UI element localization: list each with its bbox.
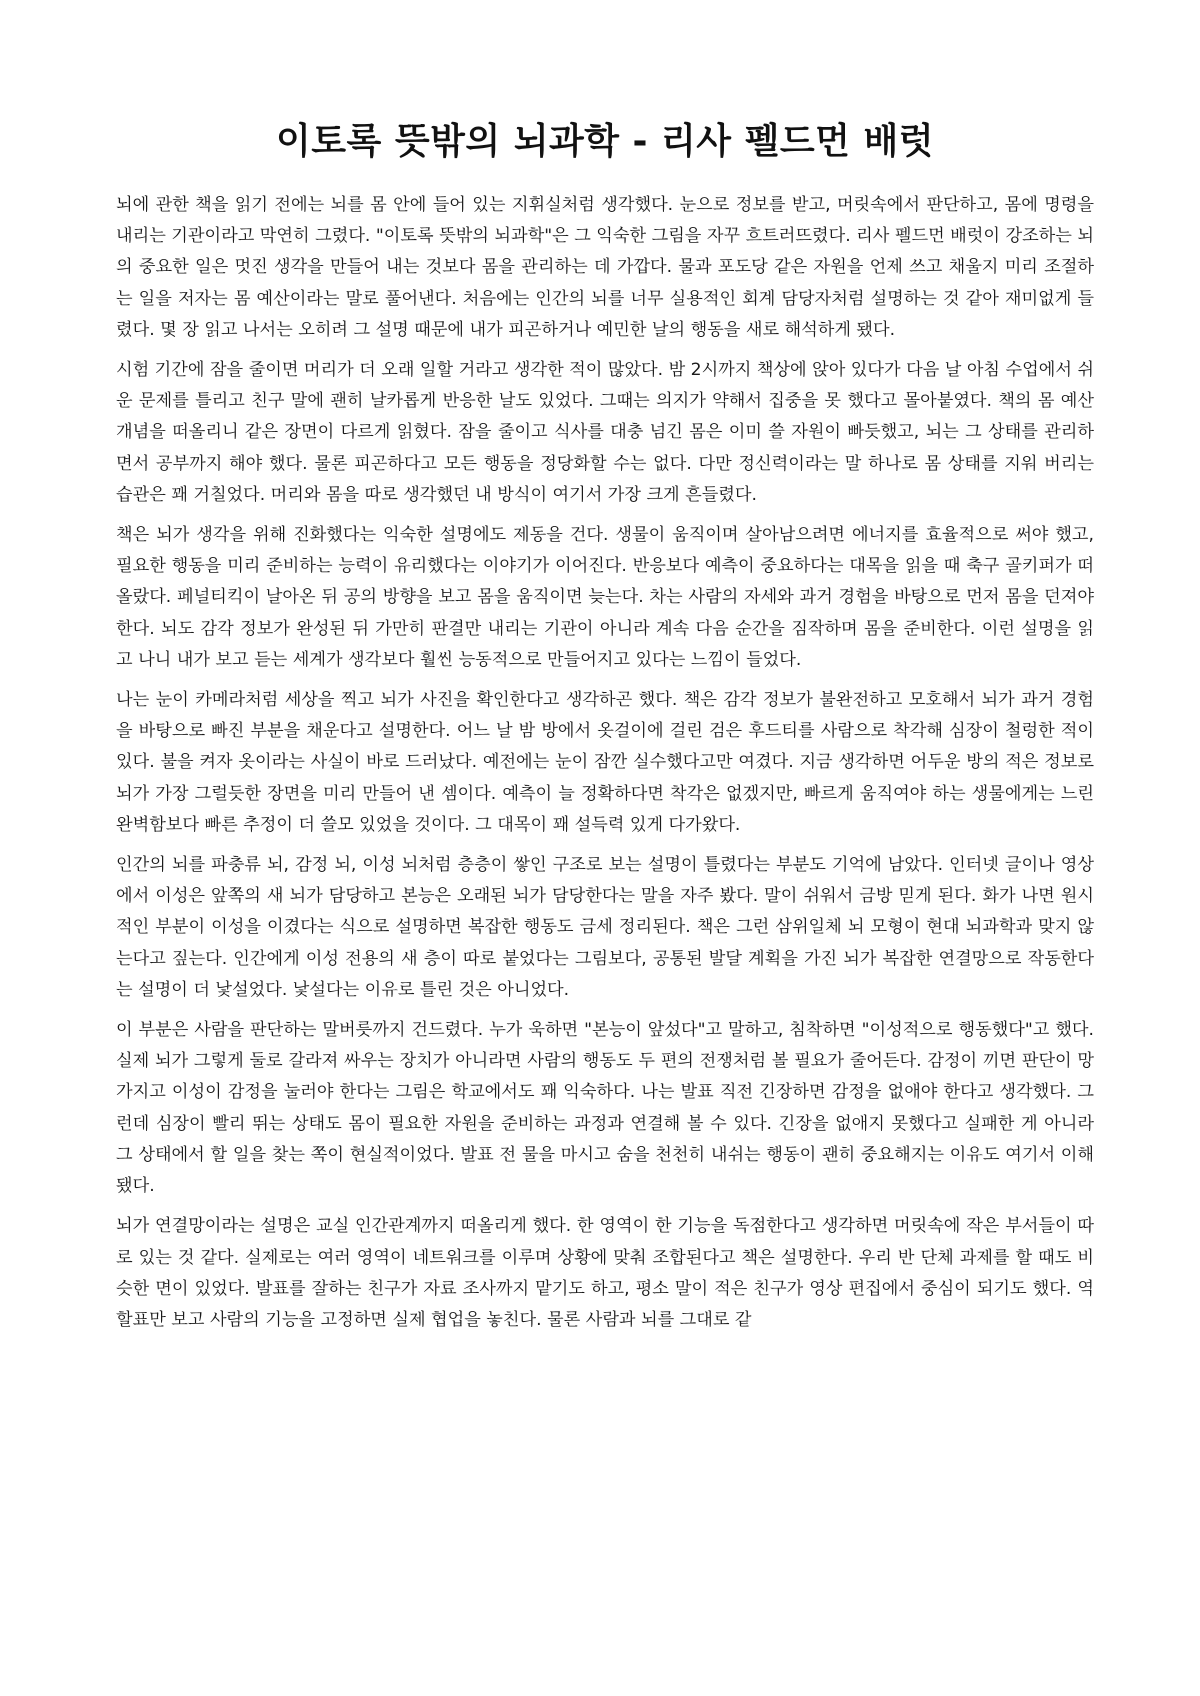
paragraph-4: 나는 눈이 카메라처럼 세상을 찍고 뇌가 사진을 확인한다고 생각하곤 했다. 책은 감각 정보가 불완전하고 모호해서 뇌가 과거 경험을 바탕으로 빠진 부분을 채운다고 설명한다. 어느 날 밤 방에서 옷걸이에 걸린 검은 후드티를 사람으로 착각해 심장이 철렁한 적이 있다. 불을 켜자 옷이라는 사실이 바로 드러났다. 예전에는 눈이 잠깐 실수했다고만 여겼다. 지금 생각하면 어두운 방의 적은 정보로 뇌가 가장 그럴듯한 장면을 미리 만들어 낸 셈이다. 예측이 늘 정확하다면 착각은 없겠지만, 빠르게 움직여야 하는 생물에게는 느린 완벽함보다 빠른 추정이 더 쓸모 있었을 것이다. 그 대목이 꽤 설득력 있게 다가왔다. bbox=[116, 690, 1094, 835]
document-title: 이토록 뜻밖의 뇌과학 - 리사 펠드먼 배럿 bbox=[275, 121, 935, 162]
paragraph-3: 책은 뇌가 생각을 위해 진화했다는 익숙한 설명에도 제동을 건다. 생물이 움직이며 살아남으려면 에너지를 효율적으로 써야 했고, 필요한 행동을 미리 준비하는 능력이 유리했다는 이야기가 이어진다. 반응보다 예측이 중요하다는 대목을 읽을 때 축구 골키퍼가 떠올랐다. 페널티킥이 날아온 뒤 공의 방향을 보고 몸을 움직이면 늦는다. 차는 사람의 자세와 과거 경험을 바탕으로 먼저 몸을 던져야 한다. 뇌도 감각 정보가 완성된 뒤 가만히 판결만 내리는 기관이 아니라 계속 다음 순간을 짐작하며 몸을 준비한다. 이런 설명을 읽고 나니 내가 보고 듣는 세계가 생각보다 훨씬 능동적으로 만들어지고 있다는 느낌이 들었다. bbox=[116, 525, 1094, 670]
paragraph-2: 시험 기간에 잠을 줄이면 머리가 더 오래 일할 거라고 생각한 적이 많았다. 밤 2시까지 책상에 앉아 있다가 다음 날 아침 수업에서 쉬운 문제를 틀리고 친구 말에 괜히 날카롭게 반응한 날도 있었다. 그때는 의지가 약해서 집중을 못 했다고 몰아붙였다. 책의 몸 예산 개념을 떠올리니 같은 장면이 다르게 읽혔다. 잠을 줄이고 식사를 대충 넘긴 몸은 이미 쓸 자원이 빠듯했고, 뇌는 그 상태를 관리하면서 공부까지 해야 했다. 물론 피곤하다고 모든 행동을 정당화할 수는 없다. 다만 정신력이라는 말 하나로 몸 상태를 지워 버리는 습관은 꽤 거칠었다. 머리와 몸을 따로 생각했던 내 방식이 여기서 가장 크게 흔들렸다. bbox=[116, 360, 1094, 505]
document-page bbox=[116, 116, 1094, 1345]
paragraph-7: 뇌가 연결망이라는 설명은 교실 인간관계까지 떠올리게 했다. 한 영역이 한 기능을 독점한다고 생각하면 머릿속에 작은 부서들이 따로 있는 것 같다. 실제로는 여러 영역이 네트워크를 이루며 상황에 맞춰 조합된다고 책은 설명한다. 우리 반 단체 과제를 할 때도 비슷한 면이 있었다. 발표를 잘하는 친구가 자료 조사까지 맡기도 하고, 평소 말이 적은 친구가 영상 편집에서 중심이 되기도 했다. 역할표만 보고 사람의 기능을 고정하면 실제 협업을 놓친다. 물론 사람과 뇌를 그대로 같 bbox=[116, 1216, 1094, 1330]
paragraph-1: 뇌에 관한 책을 읽기 전에는 뇌를 몸 안에 들어 있는 지휘실처럼 생각했다. 눈으로 정보를 받고, 머릿속에서 판단하고, 몸에 명령을 내리는 기관이라고 막연히 그렸다. "이토록 뜻밖의 뇌과학"은 그 익숙한 그림을 자꾸 흐트러뜨렸다. 리사 펠드먼 배럿이 강조하는 뇌의 중요한 일은 멋진 생각을 만들어 내는 것보다 몸을 관리하는 데 가깝다. 물과 포도당 같은 자원을 언제 쓰고 채울지 미리 조절하는 일을 저자는 몸 예산이라는 말로 풀어낸다. 처음에는 인간의 뇌를 너무 실용적인 회계 담당자처럼 설명하는 것 같아 재미없게 들렸다. 몇 장 읽고 나서는 오히려 그 설명 때문에 내가 피곤하거나 예민한 날의 행동을 새로 해석하게 됐다. bbox=[116, 195, 1094, 340]
paragraph-6: 이 부분은 사람을 판단하는 말버릇까지 건드렸다. 누가 욱하면 "본능이 앞섰다"고 말하고, 침착하면 "이성적으로 행동했다"고 했다. 실제 뇌가 그렇게 둘로 갈라져 싸우는 장치가 아니라면 사람의 행동도 두 편의 전쟁처럼 볼 필요가 줄어든다. 감정이 끼면 판단이 망가지고 이성이 감정을 눌러야 한다는 그림은 학교에서도 꽤 익숙하다. 나는 발표 직전 긴장하면 감정을 없애야 한다고 생각했다. 그런데 심장이 빨리 뛰는 상태도 몸이 필요한 자원을 준비하는 과정과 연결해 볼 수 있다. 긴장을 없애지 못했다고 실패한 게 아니라 그 상태에서 할 일을 찾는 쪽이 현실적이었다. 발표 전 물을 마시고 숨을 천천히 내쉬는 행동이 괜히 중요해지는 이유도 여기서 이해됐다. bbox=[116, 1020, 1094, 1197]
paragraph-5: 인간의 뇌를 파충류 뇌, 감정 뇌, 이성 뇌처럼 층층이 쌓인 구조로 보는 설명이 틀렸다는 부분도 기억에 남았다. 인터넷 글이나 영상에서 이성은 앞쪽의 새 뇌가 담당하고 본능은 오래된 뇌가 담당한다는 말을 자주 봤다. 말이 쉬워서 금방 믿게 된다. 화가 나면 원시적인 부분이 이성을 이겼다는 식으로 설명하면 복잡한 행동도 금세 정리된다. 책은 그런 삼위일체 뇌 모형이 현대 뇌과학과 맞지 않는다고 짚는다. 인간에게 이성 전용의 새 층이 따로 붙었다는 그림보다, 공통된 발달 계획을 가진 뇌가 복잡한 연결망으로 작동한다는 설명이 더 낯설었다. 낯설다는 이유로 틀린 것은 아니었다. bbox=[116, 855, 1094, 1000]
